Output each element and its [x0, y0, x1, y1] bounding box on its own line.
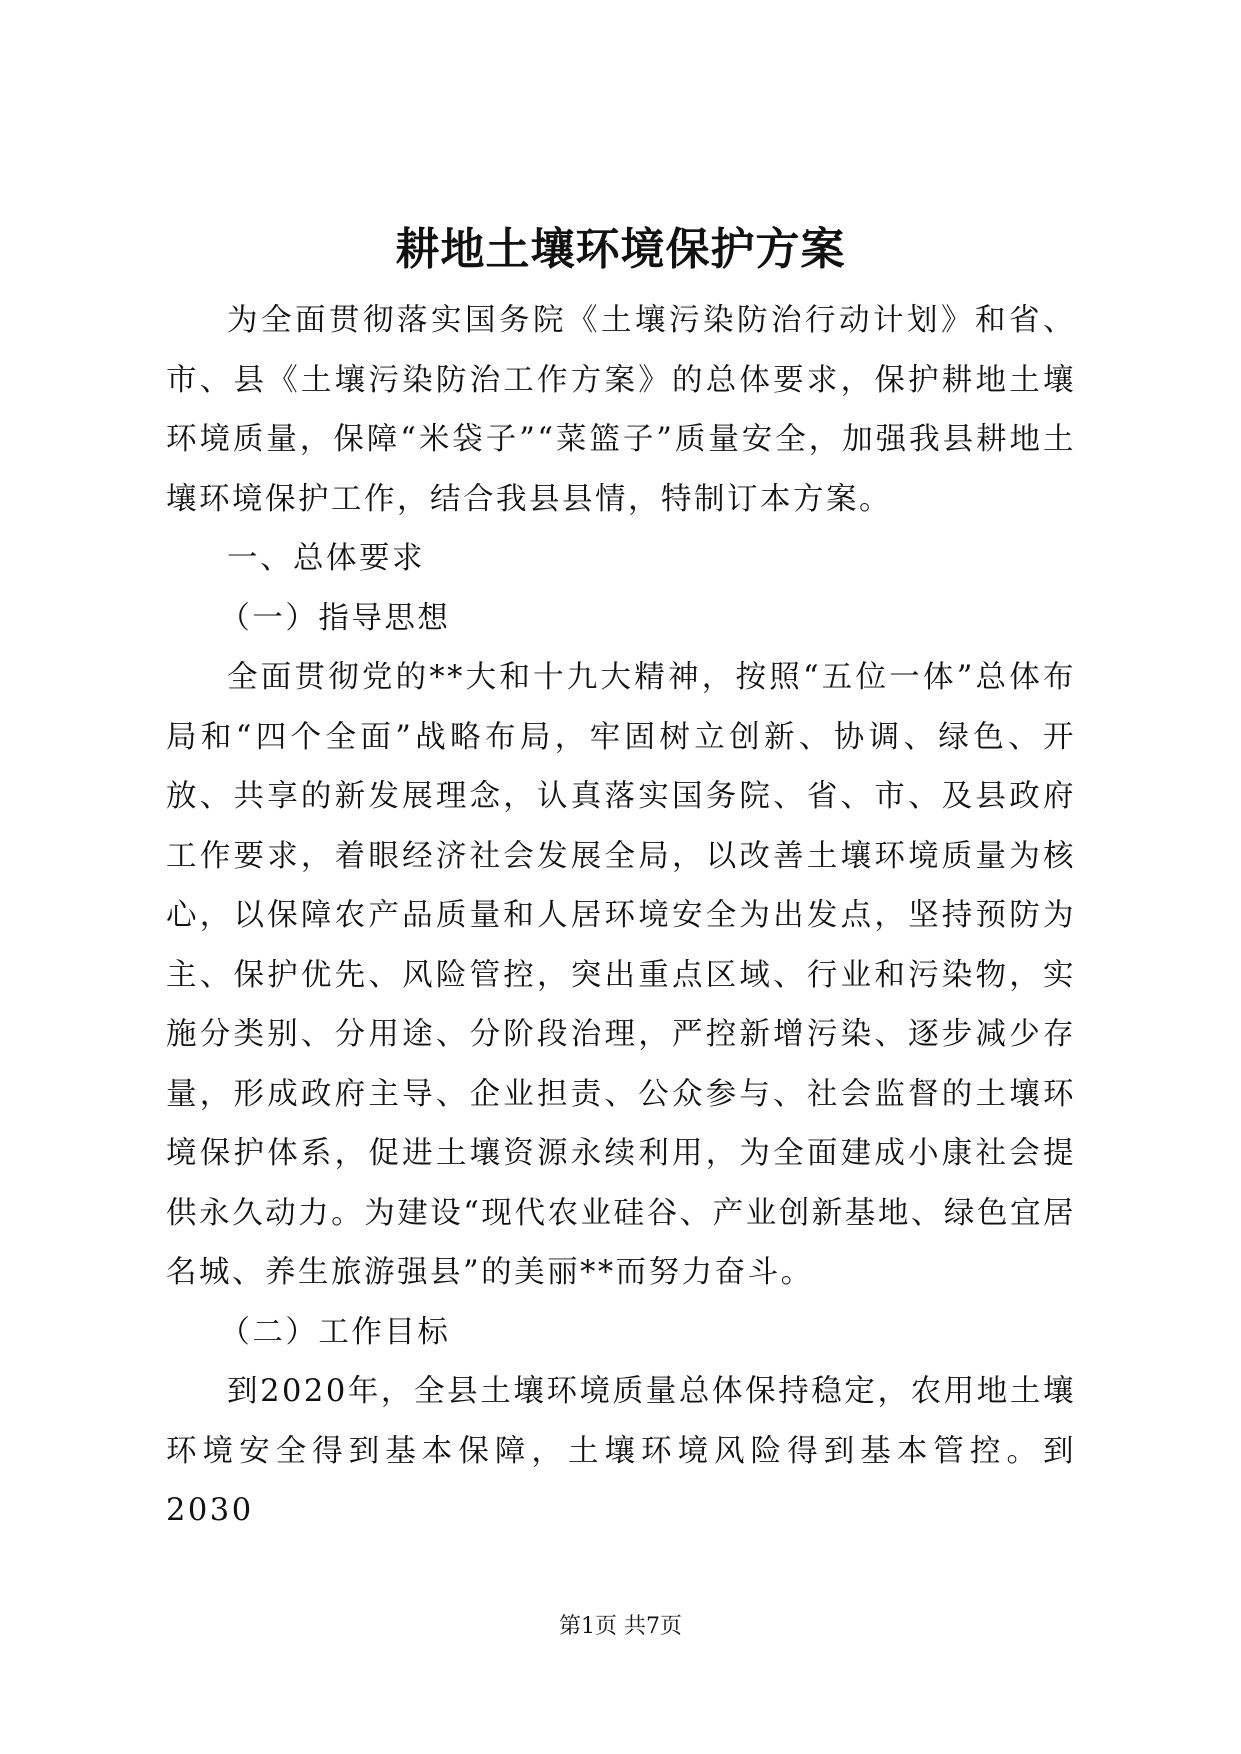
subsection-heading-guiding-ideology: （一）指导思想	[219, 600, 451, 636]
subsection-heading-work-goals: （二）工作目标	[219, 1314, 451, 1350]
paragraph-intro: 为全面贯彻落实国务院《土壤污染防治行动计划》和省、市、县《土壤污染防治工作方案》的总体要求，保护耕地土壤环境质量，保障“米袋子”“菜篮子”质量安全，加强我县耕地土壤环境保护工作，结合我县县情，特制订本方案。	[166, 303, 1076, 517]
paragraph-work-goals: 到2020年，全县土壤环境质量总体保持稳定，农用地土壤环境安全得到基本保障，土壤环境风险得到基本管控。到2030	[166, 1374, 1076, 1528]
document-body	[166, 291, 1076, 1541]
document-title: 耕地土壤环境保护方案	[395, 224, 846, 275]
paragraph-guiding-ideology: 全面贯彻党的**大和十九大精神，按照“五位一体”总体布局和“四个全面”战略布局，牢固树立创新、协调、绿色、开放、共享的新发展理念，认真落实国务院、省、市、及县政府工作要求，着眼经济社会发展全局，以改善土壤环境质量为核心，以保障农产品质量和人居环境安全为出发点，坚持预防为主、保护优先、风险管控，突出重点区域、行业和污染物，实施分类别、分用途、分阶段治理，严控新增污染、逐步减少存量，形成政府主导、企业担责、公众参与、社会监督的土壤环境保护体系，促进土壤资源永续利用，为全面建成小康社会提供永久动力。为建设“现代农业硅谷、产业创新基地、绿色宜居名城、养生旅游强县”的美丽**而努力奋斗。	[166, 660, 1076, 1290]
page-number-footer: 第1页 共7页	[559, 1614, 682, 1639]
section-heading-general-requirements: 一、总体要求	[227, 541, 425, 576]
